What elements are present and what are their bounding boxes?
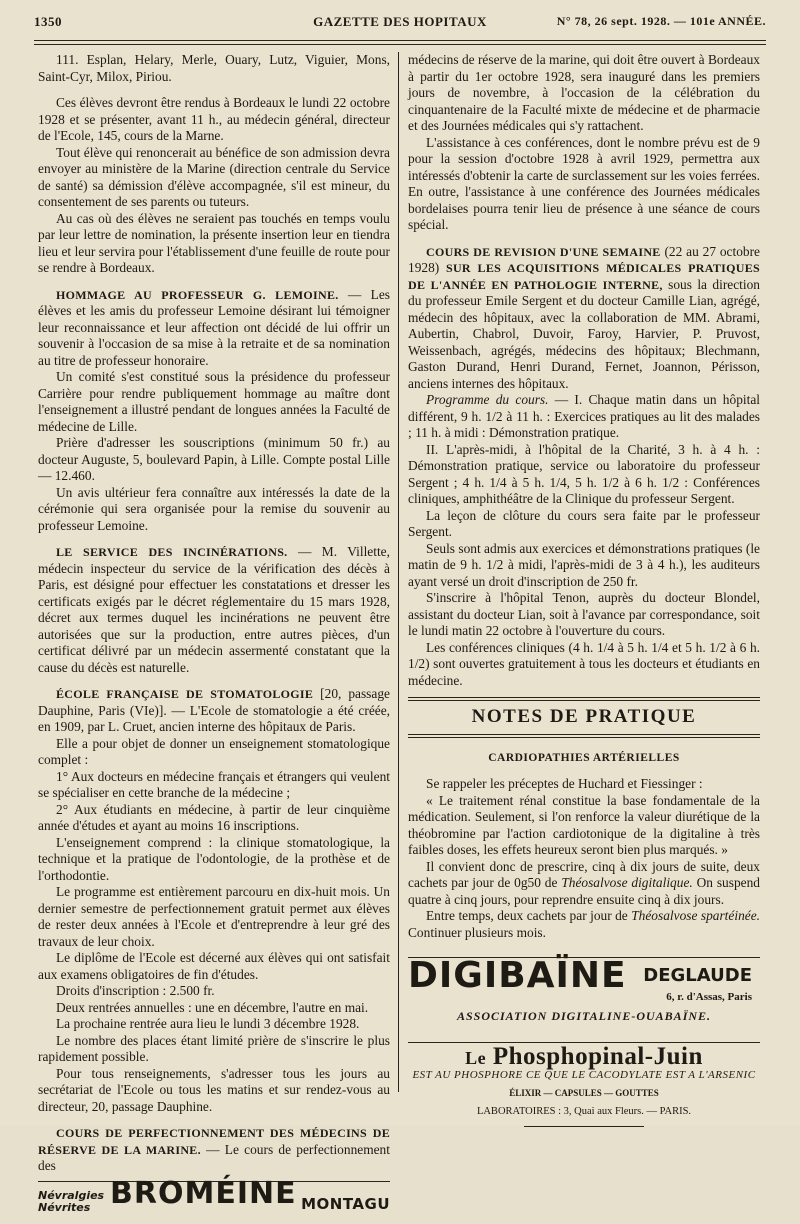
section-rule: [408, 697, 760, 701]
article-text: Il convient donc de prescrire, cinq à dix jours de suite, deux cachets par jour de 0g50 de: [408, 858, 760, 890]
running-header: [34, 14, 766, 34]
article-incinerations: [38, 544, 390, 676]
paragraph: Prière d'adresser les souscriptions (minimum 50 fr.) au docteur Auguste, 5, boulevard Papin, à Lille. Compte postal Lille — 12.460.: [38, 435, 390, 483]
article-perfectionnement: [38, 1125, 390, 1175]
issue-date: N° 78, 26 sept. 1928. — 101e ANNÉE.: [556, 14, 766, 28]
prescription-paragraph: [408, 908, 760, 941]
quotation: « Le traitement rénal constitue la base fondamentale de la médication. Seulement, si l'on renforce la valeur diurétique de la théobromine par l'action cardiotonique de la digitaline à très faibles doses, les effets heureux seront bien plus marqués. »: [408, 792, 760, 857]
paragraph: Seuls sont admis aux exercices et démonstrations pratiques (le matin de 9 h. 1/2 à midi, l'après-midi de 3 à 4 h.), les auditeurs ayant versé un droit d'inscription de 250 fr.: [408, 540, 760, 589]
journal-title: GAZETTE DES HOPITAUX: [313, 14, 487, 29]
article-heading: HOMMAGE AU PROFESSEUR G. LEMOINE.: [56, 287, 339, 302]
paragraph: Deux rentrées annuelles : une en décembre, l'autre en mai.: [56, 999, 369, 1015]
paragraph: 2° Aux étudiants en médecine, à partir de leur cinquième année d'études et ayant au moins 16 inscriptions.: [38, 801, 390, 833]
paragraph: Pour tous renseignements, s'adresser tous les jours au secrétariat de l'Ecole ou tous les matins et sur rendez-vous au directeur, 20, passage Dauphine.: [38, 1065, 390, 1114]
header-rule: [34, 40, 766, 41]
paragraph: Un comité s'est constitué sous la présidence du professeur Carrière pour rendre publiquement hommage au maître dont l'enseignement a illustré pendant de longues années la Faculté de médecine de Lille.: [38, 369, 390, 434]
ad-maker: MONTAGU: [301, 1194, 390, 1213]
left-column: [38, 52, 390, 1224]
paragraph: La prochaine rentrée aura lieu le lundi 3 décembre 1928.: [56, 1016, 360, 1031]
article-subheading: SUR LES ACQUISITIONS MÉDICALES PRATIQUES DE L'ANNÉE EN PATHOLOGIE INTERNE,: [408, 261, 760, 292]
program-paragraph: [408, 392, 760, 442]
paragraph: Les conférences cliniques (4 h. 1/4 à 5 h. 1/4 et 5 h. 1/2 à 6 h. 1/2) sont ouvertes gratuitement à tous les docteurs et étudiants en médecine.: [408, 639, 760, 688]
paragraph: S'inscrire à l'hôpital Tenon, auprès du docteur Blondel, assistant du docteur Lian, soit à l'avance par correspondance, soit le lundi matin 22 octobre à l'ouverture du cours.: [408, 590, 760, 638]
article-text: sous la direction du professeur Emile Sergent et du docteur Camille Lian, agrégé, médecin des hôpitaux, avec la collaboration de MM. Abrami, Aubertin, Chabrol, Duvoir, Faroy, Harvier, P. Pruvost, Weissenbach, agrégés, médecins des hôpitaux; Blechmann, Gaston Durand, Henri Durand, Fernet, Joannon, Périsson, anciens internes des hôpitaux.: [408, 276, 760, 391]
article-revision: [408, 244, 760, 393]
drug-name: Théosalvose spartéinée.: [631, 908, 760, 923]
ad-tagline: ASSOCIATION DIGITALINE-OUABAÏNE.: [456, 1009, 712, 1023]
ad-article: Le: [465, 1048, 487, 1068]
paragraph: Le diplôme de l'Ecole est décerné aux élèves qui ont satisfait aux examens obligatoires de fin d'études.: [38, 950, 390, 982]
article-text: — I. Chaque matin dans un hôpital différent, 9 h. 1/2 à 11 h. : Exercices pratiques au lit des malades ; 11 h. à midi : Démonstration pratique.: [408, 392, 760, 440]
ad-tagline: EST AU PHOSPHORE CE QUE LE CACODYLATE EST A L'ARSENIC: [412, 1068, 756, 1081]
ad-product-name: BROMÉINE: [110, 1175, 297, 1211]
paragraph: Le programme est entièrement parcouru en dix-huit mois. Un dernier semestre de perfectionnement gratuit permet aux élèves de rester deux années à l'Ecole et d'entreprendre à leur gré des travaux de leur choix.: [38, 884, 390, 949]
ad-address: 6, r. d'Assas, Paris: [666, 991, 752, 1003]
article-text: [20, passage Dauphine, Paris (VIe)]. — L'Ecole de stomatologie a été créée, en 1909, par L. Cruet, ancien interne des hôpitaux de Paris.: [38, 686, 390, 734]
paragraph: Au cas où des élèves ne seraient pas touchés en temps voulu par leur lettre de nomination, la présente insertion leur en tiendra lieu et leur servira pour l'établissement d'une feuille de route pour se rendre à Bordeaux.: [38, 210, 390, 275]
article-heading: COURS DE REVISION D'UNE SEMAINE: [426, 244, 661, 259]
ad-product: Phosphopinal-Juin: [492, 1043, 703, 1070]
digibaine-ad: [408, 957, 760, 1028]
article-text: — Les élèves et les amis du professeur Lemoine désirant lui témoigner leur reconnaissance et leur affection ont décidé de lui offrir un souvenir à l'occasion de sa mise à la retraite et de sa nomination au titre de professeur honoraire.: [38, 286, 390, 368]
ad-forms: ÉLIXIR — CAPSULES — GOUTTES: [509, 1088, 659, 1098]
paragraph: 1° Aux docteurs en médecine français et étrangers qui veulent se spécialiser en cette branche de la médecine ;: [38, 768, 390, 800]
article-stomatologie: [38, 686, 390, 736]
ad-product-name: [408, 1043, 760, 1070]
paragraph: Le nombre des places étant limité prière de s'inscrire le plus rapidement possible.: [38, 1032, 390, 1064]
right-column: [408, 52, 760, 1127]
article-text: — Le cours de perfectionnement des: [38, 1141, 390, 1173]
paragraph: La leçon de clôture du cours sera faite par le professeur Sergent.: [408, 507, 760, 539]
article-text: (22 au 27 octobre 1928): [408, 243, 761, 275]
column-divider: [398, 52, 399, 1092]
article-text: Continuer plusieurs mois.: [408, 924, 546, 940]
paragraph: Ces élèves devront être rendus à Bordeaux le lundi 22 octobre 1928 et se présenter, avant 11 h., au médecin général, directeur de l'Ecole, 145, cours de la Marne.: [38, 95, 390, 143]
bromeine-ad: [38, 1175, 390, 1224]
note-title: CARDIOPATHIES ARTÉRIELLES: [488, 751, 680, 764]
article-text: — M. Villette, médecin inspecteur du service de la vérification des décès à Paris, est désigné pour effectuer les constatations et dresser les certificats exigés par le décret réglementaire du 15 mars 1928, décret aux termes duquel les incinérations ne peuvent être autorisées que sur la production, entre autres pièces, d'un certificat délivré par un médecin assermenté constatant que la cause du décès est naturelle.: [38, 544, 390, 675]
page-number: 1350: [34, 14, 62, 29]
article-heading: LE SERVICE DES INCINÉRATIONS.: [56, 545, 288, 559]
ad-indication: Névralgies: [38, 1188, 105, 1202]
section-title: NOTES DE PRATIQUE: [471, 706, 697, 727]
paragraph: Droits d'inscription : 2.500 fr.: [56, 983, 215, 998]
article-text: Entre temps, deux cachets par jour de: [426, 908, 628, 923]
article-text: On suspend quatre à cinq jours, pour reprendre ensuite cinq à dix jours.: [408, 875, 760, 907]
ad-product-name: DIGIBAÏNE: [408, 955, 627, 996]
paragraph: médecins de réserve de la marine, qui doit être ouvert à Bordeaux à partir du 1er octobre 1928, sera inauguré dans les premiers jours de novembre, à l'occasion de la célébration du cinquantenaire de la Faculté mixte de médecine et de pharmacie et des Journées médicales qui s'y rattachent.: [408, 52, 760, 133]
ad-indications: [38, 1190, 104, 1214]
paragraph: II. L'après-midi, à l'hôpital de la Charité, 3 h. à 4 h. : Démonstration pratique, service ou laboratoire du professeur Sergent ; 4 h. 1/4 à 5 h. 1/4, 5 h. 1/2 à 6 h. 1/2 : Conférences cliniques, amphithéâtre de la Clinique du professeur Sergent.: [408, 441, 760, 506]
drug-name: Théosalvose digitalique.: [561, 875, 693, 890]
article-lemoine: [38, 287, 390, 370]
section-rule: [408, 734, 760, 738]
ad-maker: DEGLAUDE: [643, 965, 752, 986]
paragraph: 111. Esplan, Helary, Merle, Ouary, Lutz, Viguier, Mons, Saint-Cyr, Milox, Piriou.: [38, 52, 390, 84]
paragraph: Elle a pour objet de donner un enseignement stomatologique complet :: [38, 735, 390, 767]
article-heading: COURS DE PERFECTIONNEMENT DES MÉDECINS DE RÉSERVE DE LA MARINE.: [38, 1126, 390, 1157]
paragraph: Se rappeler les préceptes de Huchard et Fiessinger :: [426, 776, 703, 791]
paragraph: L'assistance à ces conférences, dont le nombre prévu est de 9 pour la session d'octobre 1928 à avril 1929, permettra aux intéressés d'obtenir la carte de surclassement sur les voies ferrées. En outre, l'assistance à une conférence des Journées médicales bordelaises pourra tenir lieu de présence à une séance de cours spécial.: [408, 134, 760, 232]
article-heading: ÉCOLE FRANÇAISE DE STOMATOLOGIE: [56, 687, 314, 701]
paragraph: L'enseignement comprend : la clinique stomatologique, la technique et la pratique de l'odontologie, de la prothèse et de l'orthodontie.: [38, 834, 390, 883]
ad-rule: [524, 1126, 644, 1127]
paragraph: Tout élève qui renoncerait au bénéfice de son admission devra envoyer au ministère de la Marine (direction centrale du Service de santé) sa démission d'élève accompagnée, s'il est mineur, du consentement de ses parents ou tuteurs.: [38, 144, 390, 209]
prescription-paragraph: [408, 859, 760, 909]
ad-indication: Névrites: [38, 1200, 91, 1214]
paragraph: Un avis ultérieur fera connaître aux intéressés la date de la cérémonie qui sera organisée pour la remise du souvenir au professeur Lemoine.: [38, 484, 390, 533]
header-rule-2: [34, 44, 766, 45]
program-label: Programme du cours.: [426, 392, 549, 407]
ad-address: LABORATOIRES : 3, Quai aux Fleurs. — PARIS.: [476, 1105, 692, 1117]
phosphopinal-ad: [408, 1042, 760, 1127]
